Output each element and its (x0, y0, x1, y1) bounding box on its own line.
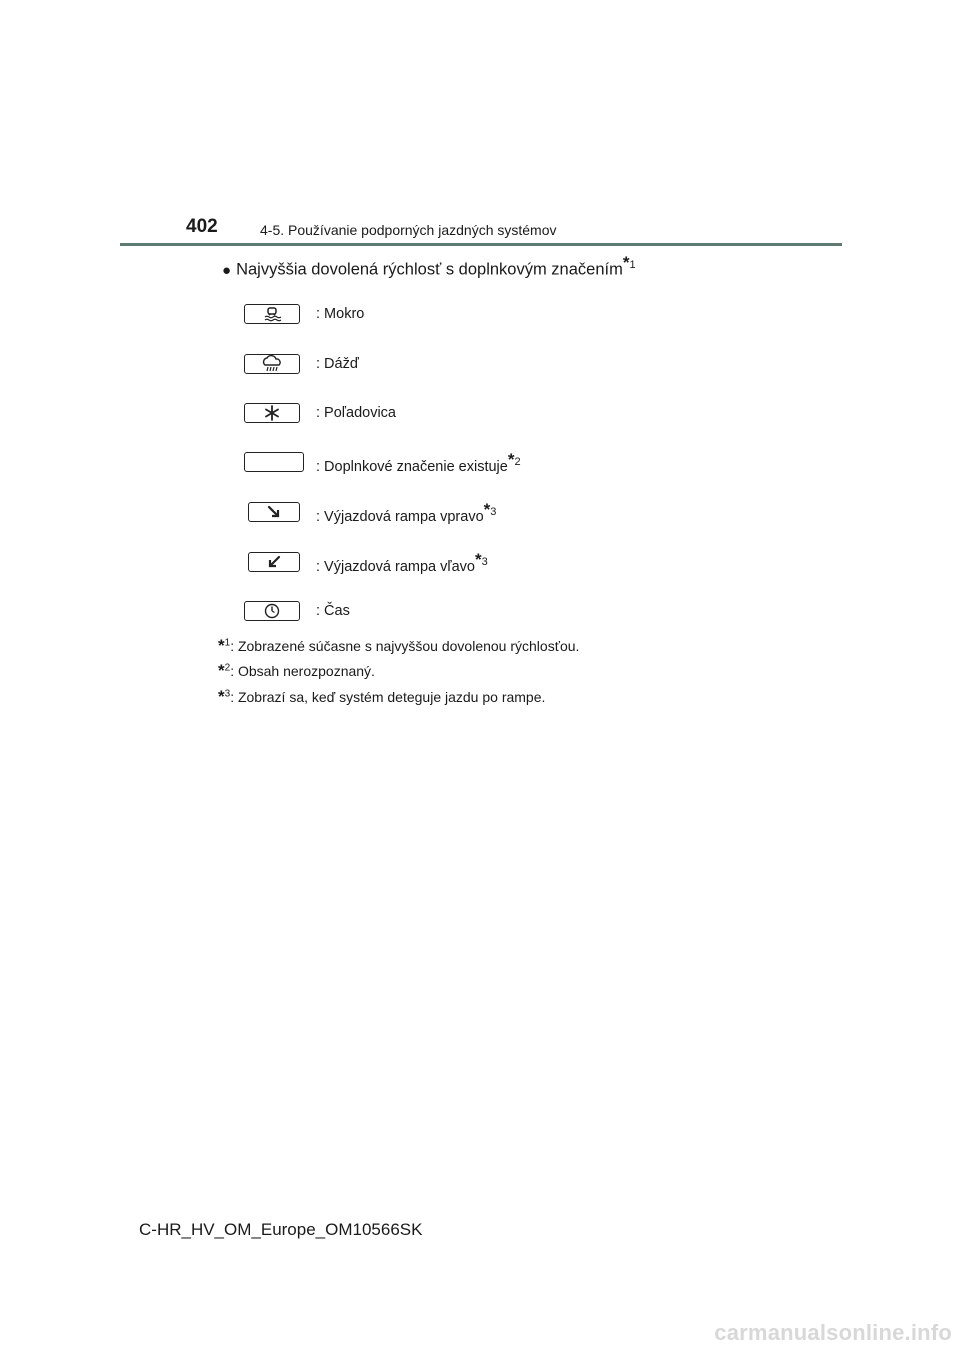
sign-item-unrecognized (244, 449, 521, 475)
sign-label: : Mokro (316, 306, 365, 322)
sign-label: : Výjazdová rampa vľavo$^{*3}$ (316, 549, 488, 575)
section-heading (222, 253, 636, 280)
section-title: 4-5. Používanie podporných jazdných systémov (260, 222, 557, 238)
wet-road-icon (244, 304, 300, 324)
sign-item-ice (244, 400, 396, 426)
sign-item-time (244, 598, 350, 624)
sign-item-rain (244, 351, 359, 377)
document-id: C-HR_HV_OM_Europe_OM10566SK (139, 1220, 423, 1239)
bullet-icon: ● (222, 261, 232, 279)
snowflake-icon (244, 403, 300, 423)
footnote-ref: 1 (629, 259, 636, 271)
footnote-2: *$^2$: Obsah nerozpoznaný. (218, 661, 375, 680)
sign-label: : Výjazdová rampa vpravo$^{*3}$ (316, 499, 497, 525)
footnote-1: *$^1$: Zobrazené súčasne s najvyššou dovolenou rýchlosťou. (218, 636, 580, 655)
sign-label: : Poľadovica (316, 405, 396, 421)
empty-sign-icon (244, 452, 304, 472)
clock-icon (244, 601, 300, 621)
header-divider (120, 243, 842, 246)
arrow-down-left-icon (248, 552, 300, 572)
sign-label: : Dážď (316, 356, 359, 372)
sign-item-wet (244, 301, 364, 327)
sign-item-exit-left (244, 549, 488, 575)
sign-label: : Čas (316, 603, 350, 619)
page-number: 402 (186, 216, 218, 237)
footnote-3: *$^3$: Zobrazí sa, keď systém deteguje jazdu po rampe. (218, 687, 546, 706)
footnote-star: * (622, 253, 630, 272)
watermark: carmanualsonline.info (714, 1320, 952, 1345)
rain-cloud-icon (244, 354, 300, 374)
sign-label: : Doplnkové značenie existuje$^{*2}$ (316, 449, 521, 475)
heading-text: Najvyššia dovolená rýchlosť s doplnkovým značením (236, 260, 623, 279)
sign-item-exit-right (244, 499, 496, 525)
arrow-down-right-icon (248, 502, 300, 522)
